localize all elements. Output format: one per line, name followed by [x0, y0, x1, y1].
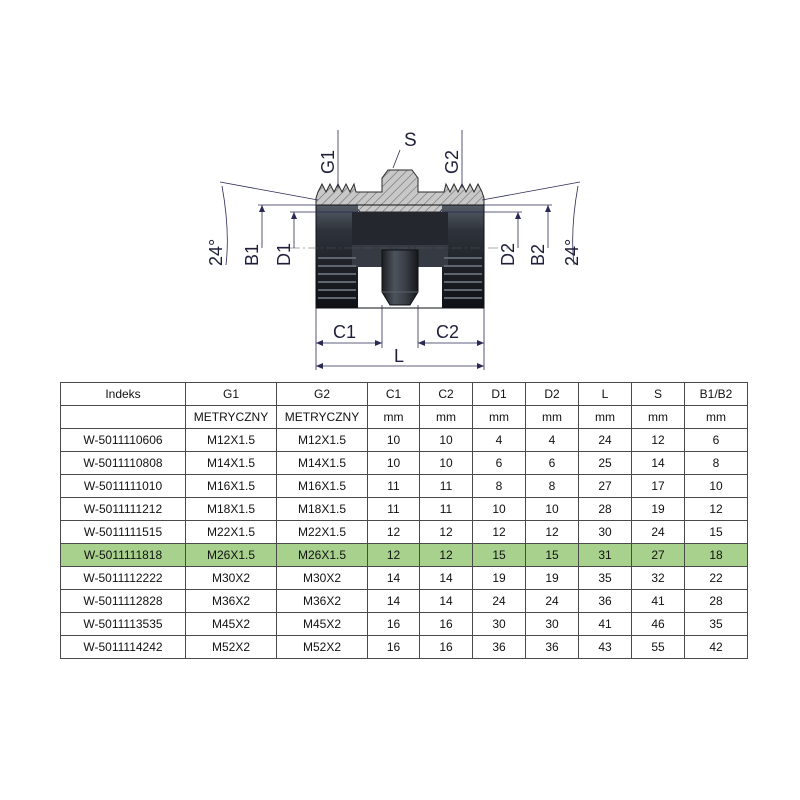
table-row	[61, 567, 748, 590]
header-cell: G1	[186, 383, 277, 406]
unit-cell: METRYCZNY	[186, 406, 277, 429]
label-angle-right: 24°	[562, 238, 582, 266]
table-cell: 35	[579, 567, 632, 590]
table-cell: 15	[473, 544, 526, 567]
table-cell: 11	[420, 475, 473, 498]
table-cell: W-5011111515	[61, 521, 186, 544]
table-cell: 4	[473, 429, 526, 452]
table-cell: W-5011111818	[61, 544, 186, 567]
table-cell: 11	[368, 498, 420, 521]
table-cell: 10	[420, 429, 473, 452]
table-cell: 4	[526, 429, 579, 452]
table-row	[61, 452, 748, 475]
table-cell: 10	[368, 452, 420, 475]
table-cell: 27	[632, 544, 685, 567]
header-cell: C2	[420, 383, 473, 406]
table-cell: 24	[632, 521, 685, 544]
table-cell: W-5011112222	[61, 567, 186, 590]
table-cell: M12X1.5	[186, 429, 277, 452]
table-cell: 18	[685, 544, 748, 567]
label-c2: C2	[436, 322, 460, 342]
table-cell: 14	[420, 567, 473, 590]
table-units-row	[61, 406, 748, 429]
table-row	[61, 429, 748, 452]
table-cell: 35	[685, 613, 748, 636]
label-g1: G1	[318, 149, 338, 174]
table-row	[61, 590, 748, 613]
label-b1: B1	[242, 243, 262, 266]
table-cell: 36	[579, 590, 632, 613]
table-cell: 28	[579, 498, 632, 521]
table-cell: 12	[632, 429, 685, 452]
label-g2: G2	[442, 149, 462, 174]
table-cell: 16	[368, 636, 420, 659]
table-cell: M36X2	[186, 590, 277, 613]
unit-cell: mm	[368, 406, 420, 429]
table-cell: 11	[420, 498, 473, 521]
table-cell: 30	[526, 613, 579, 636]
fitting-technical-drawing	[0, 0, 800, 380]
table-cell: 10	[526, 498, 579, 521]
header-cell: S	[632, 383, 685, 406]
table-cell: 6	[526, 452, 579, 475]
table-cell: 12	[368, 544, 420, 567]
table-cell: M30X2	[186, 567, 277, 590]
table-cell: M52X2	[277, 636, 368, 659]
unit-cell: METRYCZNY	[277, 406, 368, 429]
table-cell: M36X2	[277, 590, 368, 613]
table-cell: W-5011110606	[61, 429, 186, 452]
table-cell: M18X1.5	[277, 498, 368, 521]
table-cell: 12	[685, 498, 748, 521]
table-cell: M16X1.5	[186, 475, 277, 498]
unit-cell: mm	[420, 406, 473, 429]
table-cell: 10	[420, 452, 473, 475]
table-cell: 27	[579, 475, 632, 498]
table-cell: 31	[579, 544, 632, 567]
unit-cell	[61, 406, 186, 429]
table-cell: 24	[526, 590, 579, 613]
table-cell: M30X2	[277, 567, 368, 590]
table-header-row	[61, 383, 748, 406]
unit-cell: mm	[579, 406, 632, 429]
table-cell: 36	[526, 636, 579, 659]
table-cell: M26X1.5	[186, 544, 277, 567]
table-cell: 30	[473, 613, 526, 636]
table-cell: M45X2	[277, 613, 368, 636]
table-cell: 16	[368, 613, 420, 636]
table-cell: W-5011111010	[61, 475, 186, 498]
table-cell: M12X1.5	[277, 429, 368, 452]
table-cell: 30	[579, 521, 632, 544]
spec-table	[60, 382, 748, 659]
header-cell: D2	[526, 383, 579, 406]
table-row	[61, 475, 748, 498]
table-cell: M14X1.5	[277, 452, 368, 475]
table-cell: M52X2	[186, 636, 277, 659]
table-cell: 43	[579, 636, 632, 659]
table-cell: 17	[632, 475, 685, 498]
table-cell: 15	[685, 521, 748, 544]
unit-cell: mm	[473, 406, 526, 429]
table-cell: 8	[473, 475, 526, 498]
label-b2: B2	[528, 243, 548, 266]
header-cell: L	[579, 383, 632, 406]
table-cell: 14	[368, 590, 420, 613]
label-c1: C1	[333, 322, 357, 342]
table-cell: 6	[473, 452, 526, 475]
table-cell: W-5011110808	[61, 452, 186, 475]
table-cell: M22X1.5	[277, 521, 368, 544]
table-cell: M18X1.5	[186, 498, 277, 521]
table-cell: M45X2	[186, 613, 277, 636]
table-cell: 36	[473, 636, 526, 659]
spec-table-body	[61, 383, 748, 659]
header-cell: C1	[368, 383, 420, 406]
table-cell: 42	[685, 636, 748, 659]
table-cell: 19	[632, 498, 685, 521]
unit-cell: mm	[685, 406, 748, 429]
table-row	[61, 613, 748, 636]
table-cell: 12	[420, 544, 473, 567]
unit-cell: mm	[632, 406, 685, 429]
unit-cell: mm	[526, 406, 579, 429]
table-cell: 41	[632, 590, 685, 613]
header-cell: D1	[473, 383, 526, 406]
table-cell: M26X1.5	[277, 544, 368, 567]
header-cell: B1/B2	[685, 383, 748, 406]
table-cell: 41	[579, 613, 632, 636]
table-row	[61, 498, 748, 521]
table-cell: W-5011114242	[61, 636, 186, 659]
table-cell: 12	[526, 521, 579, 544]
label-l: L	[394, 346, 405, 366]
table-cell: 11	[368, 475, 420, 498]
table-cell: 8	[526, 475, 579, 498]
table-cell: 15	[526, 544, 579, 567]
table-cell: 10	[685, 475, 748, 498]
label-angle-left: 24°	[206, 238, 226, 266]
body-half	[316, 205, 484, 308]
label-d1: D1	[274, 242, 294, 266]
label-d2: D2	[498, 242, 518, 266]
header-cell: G2	[277, 383, 368, 406]
table-cell: W-5011113535	[61, 613, 186, 636]
table-cell: 22	[685, 567, 748, 590]
table-cell: 14	[420, 590, 473, 613]
table-cell: 46	[632, 613, 685, 636]
table-cell: 16	[420, 636, 473, 659]
table-cell: 14	[632, 452, 685, 475]
table-cell: M14X1.5	[186, 452, 277, 475]
table-cell: 32	[632, 567, 685, 590]
table-cell: 10	[368, 429, 420, 452]
header-cell: Indeks	[61, 383, 186, 406]
table-cell: 19	[526, 567, 579, 590]
table-cell: 25	[579, 452, 632, 475]
table-row	[61, 521, 748, 544]
table-cell: 24	[579, 429, 632, 452]
label-s: S	[404, 130, 417, 151]
table-cell: 8	[685, 452, 748, 475]
table-cell: M22X1.5	[186, 521, 277, 544]
table-cell: 24	[473, 590, 526, 613]
table-row	[61, 636, 748, 659]
table-cell: M16X1.5	[277, 475, 368, 498]
table-cell: 28	[685, 590, 748, 613]
table-cell: 19	[473, 567, 526, 590]
table-cell: 12	[473, 521, 526, 544]
table-cell: W-5011112828	[61, 590, 186, 613]
table-cell: 55	[632, 636, 685, 659]
table-cell: 12	[420, 521, 473, 544]
table-cell: 12	[368, 521, 420, 544]
table-row	[61, 544, 748, 567]
table-cell: 6	[685, 429, 748, 452]
table-cell: 14	[368, 567, 420, 590]
table-cell: 16	[420, 613, 473, 636]
table-cell: W-5011111212	[61, 498, 186, 521]
table-cell: 10	[473, 498, 526, 521]
